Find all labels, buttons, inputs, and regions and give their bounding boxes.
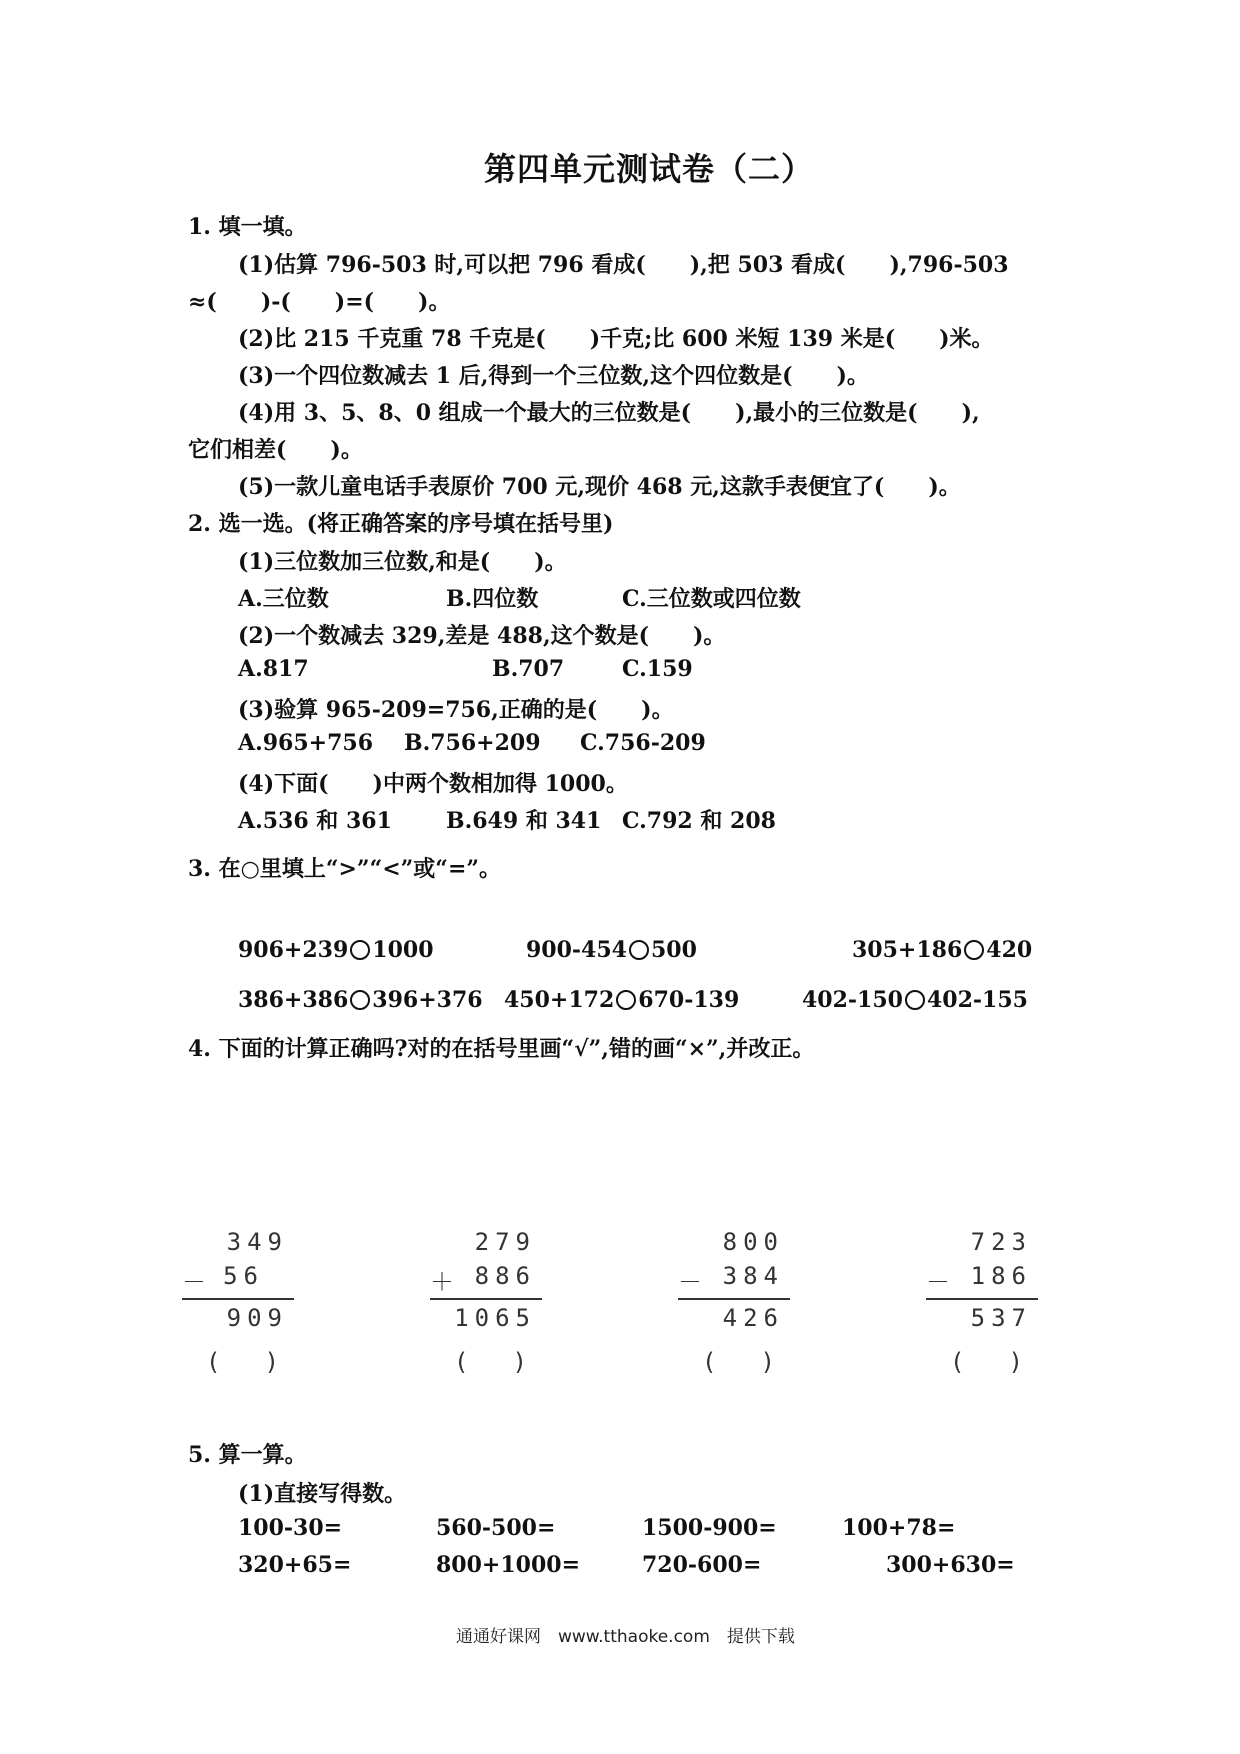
arithmetic-item: 320+65=	[238, 1552, 352, 1578]
compare-right: 670-139	[638, 987, 740, 1013]
compare-right: 420	[986, 937, 1033, 963]
q5-subheading: (1)直接写得数。	[238, 1481, 407, 1507]
compare-right: 500	[650, 937, 697, 963]
q2-item-3: (3)验算 965-209=756,正确的是( )。	[238, 697, 674, 723]
arithmetic-item: 300+630=	[886, 1552, 1015, 1578]
q2-item-4-option-a: A.536 和 361	[238, 808, 392, 834]
calc-operator: －	[926, 1268, 950, 1296]
q2-item-2-option-b: B.707	[492, 656, 565, 682]
vertical-calculation	[926, 1228, 1067, 1378]
vertical-calculation	[678, 1228, 819, 1378]
q1-item-1-cont: ≈( )-( )=( )。	[188, 289, 451, 315]
page-footer: 通通好课网 www.tthaoke.com 提供下载	[456, 1627, 795, 1647]
q2-item-2-option-a: A.817	[238, 656, 309, 682]
q3-heading: 3. 在○里填上“>”“<”或“=”。	[188, 856, 502, 882]
calc-bottom: 56	[223, 1262, 264, 1290]
q2-item-1-option-c: C.三位数或四位数	[622, 586, 801, 612]
q1-item-4-cont: 它们相差( )。	[188, 437, 363, 463]
arithmetic-item: 800+1000=	[436, 1552, 581, 1578]
calc-operator: －	[182, 1268, 206, 1296]
compare-left: 386+386	[238, 987, 349, 1013]
compare-left: 402-150	[802, 987, 903, 1013]
calc-line	[926, 1298, 1038, 1300]
calc-top: 723	[970, 1228, 1032, 1256]
q2-item-2: (2)一个数减去 329,差是 488,这个数是( )。	[238, 623, 726, 649]
vertical-calculation	[430, 1228, 571, 1378]
q5-heading: 5. 算一算。	[188, 1442, 307, 1468]
answer-parentheses[interactable]: ()	[702, 1348, 819, 1376]
answer-parentheses[interactable]: ()	[206, 1348, 323, 1376]
q2-heading: 2. 选一选。(将正确答案的序号填在括号里)	[188, 511, 614, 537]
q2-item-1: (1)三位数加三位数,和是( )。	[238, 549, 567, 575]
calc-operator: －	[678, 1268, 702, 1296]
compare-right: 402-155	[926, 987, 1028, 1013]
compare-item	[852, 937, 1032, 963]
compare-left: 305+186	[852, 937, 963, 963]
q1-item-4: (4)用 3、5、8、0 组成一个最大的三位数是( ),最小的三位数是( ),	[238, 400, 980, 426]
q2-item-3-option-b: B.756+209	[404, 730, 541, 756]
compare-right: 396+376	[372, 987, 483, 1013]
q1-item-1: (1)估算 796-503 时,可以把 796 看成( ),把 503 看成( ),796-503	[238, 252, 1009, 278]
q2-item-1-option-b: B.四位数	[446, 586, 539, 612]
calc-result: 537	[970, 1304, 1032, 1332]
compare-item	[526, 937, 697, 963]
compare-item	[238, 987, 483, 1013]
q1-heading: 1. 填一填。	[188, 214, 307, 240]
answer-circle[interactable]	[350, 990, 370, 1010]
vertical-calculation	[182, 1228, 323, 1378]
compare-left: 450+172	[504, 987, 615, 1013]
q1-item-5: (5)一款儿童电话手表原价 700 元,现价 468 元,这款手表便宜了( )。	[238, 474, 961, 500]
q2-item-4: (4)下面( )中两个数相加得 1000。	[238, 771, 628, 797]
answer-parentheses[interactable]: ()	[950, 1348, 1067, 1376]
calc-result: 909	[226, 1304, 288, 1332]
compare-right: 1000	[372, 937, 434, 963]
calc-top: 800	[722, 1228, 784, 1256]
answer-parentheses[interactable]: ()	[454, 1348, 571, 1376]
arithmetic-item: 720-600=	[642, 1552, 762, 1578]
arithmetic-item: 1500-900=	[642, 1515, 777, 1541]
q1-item-2: (2)比 215 千克重 78 千克是( )千克;比 600 米短 139 米是( )米。	[238, 326, 994, 352]
arithmetic-item: 560-500=	[436, 1515, 556, 1541]
arithmetic-item: 100-30=	[238, 1515, 343, 1541]
q2-item-3-option-a: A.965+756	[238, 730, 374, 756]
page-title: 第四单元测试卷（二）	[484, 150, 815, 188]
answer-circle[interactable]	[964, 940, 984, 960]
compare-item	[238, 937, 434, 963]
compare-item	[504, 987, 739, 1013]
calc-top: 349	[226, 1228, 288, 1256]
q2-item-1-option-a: A.三位数	[238, 586, 329, 612]
compare-left: 906+239	[238, 937, 349, 963]
q2-item-4-option-b: B.649 和 341	[446, 808, 602, 834]
answer-circle[interactable]	[616, 990, 636, 1010]
calc-operator: ＋	[430, 1268, 454, 1296]
q2-item-4-option-c: C.792 和 208	[622, 808, 776, 834]
q4-heading: 4. 下面的计算正确吗?对的在括号里画“√”,错的画“×”,并改正。	[188, 1036, 815, 1062]
q2-item-2-option-c: C.159	[622, 656, 693, 682]
compare-item	[802, 987, 1028, 1013]
calc-result: 426	[722, 1304, 784, 1332]
calc-line	[678, 1298, 790, 1300]
compare-left: 900-454	[526, 937, 627, 963]
answer-circle[interactable]	[629, 940, 649, 960]
calc-bottom: 384	[722, 1262, 784, 1290]
arithmetic-item: 100+78=	[842, 1515, 956, 1541]
calc-line	[182, 1298, 294, 1300]
q2-item-3-option-c: C.756-209	[580, 730, 706, 756]
answer-circle[interactable]	[905, 990, 925, 1010]
q1-item-3: (3)一个四位数减去 1 后,得到一个三位数,这个四位数是( )。	[238, 363, 869, 389]
calc-bottom: 186	[970, 1262, 1032, 1290]
calc-top: 279	[474, 1228, 536, 1256]
answer-circle[interactable]	[350, 940, 370, 960]
calc-bottom: 886	[474, 1262, 536, 1290]
calc-result: 1065	[454, 1304, 536, 1332]
calc-line	[430, 1298, 542, 1300]
